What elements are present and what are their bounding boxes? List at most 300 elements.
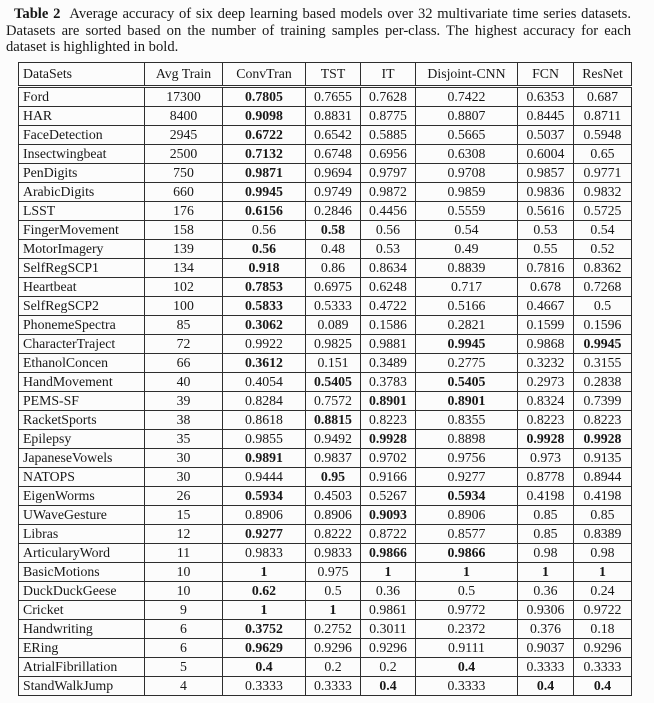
accuracy-cell: 0.5333 (306, 297, 361, 316)
accuracy-cell: 0.3333 (306, 677, 361, 696)
accuracy-cell: 0.9825 (306, 335, 361, 354)
dataset-name-cell: PenDigits (19, 164, 145, 183)
dataset-name-cell: Epilepsy (19, 430, 145, 449)
accuracy-cell: 0.9833 (306, 544, 361, 563)
accuracy-cell: 0.8223 (574, 411, 632, 430)
table-row (19, 487, 632, 506)
accuracy-cell: 0.9098 (223, 107, 306, 126)
accuracy-cell: 0.717 (416, 278, 518, 297)
accuracy-cell: 0.8284 (223, 392, 306, 411)
avg-train-cell: 102 (145, 278, 223, 297)
accuracy-cell: 0.9836 (518, 183, 574, 202)
accuracy-cell: 0.9859 (416, 183, 518, 202)
avg-train-cell: 10 (145, 563, 223, 582)
accuracy-cell: 0.36 (518, 582, 574, 601)
table-row (19, 335, 632, 354)
accuracy-cell: 0.9037 (518, 639, 574, 658)
accuracy-cell: 0.973 (518, 449, 574, 468)
accuracy-cell: 0.8722 (361, 525, 416, 544)
table-row (19, 563, 632, 582)
accuracy-cell: 0.8711 (574, 107, 632, 126)
accuracy-cell: 0.7816 (518, 259, 574, 278)
avg-train-cell: 134 (145, 259, 223, 278)
accuracy-cell: 0.9749 (306, 183, 361, 202)
accuracy-cell: 0.9708 (416, 164, 518, 183)
accuracy-cell: 0.089 (306, 316, 361, 335)
accuracy-cell: 0.9871 (223, 164, 306, 183)
accuracy-cell: 0.53 (518, 221, 574, 240)
accuracy-cell: 0.8901 (416, 392, 518, 411)
accuracy-cell: 0.56 (361, 221, 416, 240)
accuracy-cell: 0.5885 (361, 126, 416, 145)
avg-train-cell: 15 (145, 506, 223, 525)
avg-train-cell: 26 (145, 487, 223, 506)
dataset-name-cell: EthanolConcen (19, 354, 145, 373)
table-row (19, 373, 632, 392)
dataset-name-cell: Libras (19, 525, 145, 544)
accuracy-cell: 0.2 (306, 658, 361, 677)
table-row (19, 202, 632, 221)
accuracy-cell: 0.5405 (306, 373, 361, 392)
accuracy-cell: 0.4 (518, 677, 574, 696)
column-header-fcn: FCN (518, 63, 574, 87)
avg-train-cell: 39 (145, 392, 223, 411)
accuracy-cell: 0.5405 (416, 373, 518, 392)
avg-train-cell: 30 (145, 449, 223, 468)
accuracy-cell: 0.9881 (361, 335, 416, 354)
accuracy-cell: 0.7268 (574, 278, 632, 297)
dataset-name-cell: StandWalkJump (19, 677, 145, 696)
accuracy-cell: 0.2752 (306, 620, 361, 639)
accuracy-cell: 0.98 (518, 544, 574, 563)
dataset-name-cell: BasicMotions (19, 563, 145, 582)
accuracy-cell: 0.58 (306, 221, 361, 240)
accuracy-cell: 0.9872 (361, 183, 416, 202)
table-row (19, 297, 632, 316)
accuracy-cell: 0.9928 (361, 430, 416, 449)
table-row (19, 430, 632, 449)
accuracy-cell: 0.49 (416, 240, 518, 259)
table-row (19, 240, 632, 259)
accuracy-cell: 0.9945 (574, 335, 632, 354)
accuracy-cell: 0.4 (416, 658, 518, 677)
accuracy-cell: 0.8906 (306, 506, 361, 525)
accuracy-cell: 0.8831 (306, 107, 361, 126)
accuracy-cell: 0.9722 (574, 601, 632, 620)
column-header-tst: TST (306, 63, 361, 87)
accuracy-cell: 0.9277 (416, 468, 518, 487)
avg-train-cell: 35 (145, 430, 223, 449)
avg-train-cell: 72 (145, 335, 223, 354)
accuracy-cell: 0.8362 (574, 259, 632, 278)
avg-train-cell: 85 (145, 316, 223, 335)
accuracy-cell: 0.4054 (223, 373, 306, 392)
avg-train-cell: 158 (145, 221, 223, 240)
accuracy-cell: 0.8389 (574, 525, 632, 544)
table-row (19, 87, 632, 107)
table-row (19, 582, 632, 601)
accuracy-cell: 0.4456 (361, 202, 416, 221)
accuracy-cell: 0.54 (574, 221, 632, 240)
accuracy-cell: 0.36 (361, 582, 416, 601)
accuracy-cell: 0.918 (223, 259, 306, 278)
accuracy-cell: 0.9928 (518, 430, 574, 449)
dataset-name-cell: PEMS-SF (19, 392, 145, 411)
accuracy-cell: 0.52 (574, 240, 632, 259)
accuracy-cell: 0.5948 (574, 126, 632, 145)
accuracy-cell: 0.687 (574, 87, 632, 107)
accuracy-cell: 0.9296 (306, 639, 361, 658)
table-row (19, 107, 632, 126)
accuracy-cell: 0.3612 (223, 354, 306, 373)
column-header-disjoint-cnn: Disjoint-CNN (416, 63, 518, 87)
accuracy-cell: 0.5037 (518, 126, 574, 145)
accuracy-cell: 0.9833 (223, 544, 306, 563)
accuracy-cell: 0.9832 (574, 183, 632, 202)
results-table (18, 62, 632, 696)
accuracy-cell: 0.4722 (361, 297, 416, 316)
accuracy-cell: 0.3333 (223, 677, 306, 696)
accuracy-cell: 1 (518, 563, 574, 582)
table-row (19, 316, 632, 335)
avg-train-cell: 4 (145, 677, 223, 696)
accuracy-cell: 0.8355 (416, 411, 518, 430)
accuracy-cell: 0.3232 (518, 354, 574, 373)
accuracy-cell: 0.5934 (416, 487, 518, 506)
avg-train-cell: 11 (145, 544, 223, 563)
accuracy-cell: 0.9861 (361, 601, 416, 620)
accuracy-cell: 0.8324 (518, 392, 574, 411)
accuracy-cell: 0.6156 (223, 202, 306, 221)
accuracy-cell: 0.9797 (361, 164, 416, 183)
accuracy-cell: 0.4 (361, 677, 416, 696)
avg-train-cell: 6 (145, 620, 223, 639)
dataset-name-cell: MotorImagery (19, 240, 145, 259)
accuracy-cell: 0.4198 (518, 487, 574, 506)
table-row (19, 525, 632, 544)
column-header-convtran: ConvTran (223, 63, 306, 87)
accuracy-cell: 0.7422 (416, 87, 518, 107)
accuracy-cell: 0.2775 (416, 354, 518, 373)
dataset-name-cell: ArticularyWord (19, 544, 145, 563)
dataset-name-cell: PhonemeSpectra (19, 316, 145, 335)
accuracy-cell: 0.8222 (306, 525, 361, 544)
accuracy-cell: 0.8634 (361, 259, 416, 278)
dataset-name-cell: DuckDuckGeese (19, 582, 145, 601)
accuracy-cell: 0.2973 (518, 373, 574, 392)
accuracy-cell: 0.1586 (361, 316, 416, 335)
accuracy-cell: 0.85 (518, 506, 574, 525)
accuracy-cell: 0.5934 (223, 487, 306, 506)
table-row (19, 449, 632, 468)
accuracy-cell: 0.5616 (518, 202, 574, 221)
accuracy-cell: 0.5166 (416, 297, 518, 316)
accuracy-cell: 0.9857 (518, 164, 574, 183)
avg-train-cell: 6 (145, 639, 223, 658)
accuracy-cell: 0.9772 (416, 601, 518, 620)
avg-train-cell: 38 (145, 411, 223, 430)
table-row (19, 126, 632, 145)
table-caption (6, 6, 631, 56)
accuracy-cell: 0.9866 (416, 544, 518, 563)
dataset-name-cell: NATOPS (19, 468, 145, 487)
accuracy-cell: 0.8839 (416, 259, 518, 278)
accuracy-cell: 0.54 (416, 221, 518, 240)
avg-train-cell: 66 (145, 354, 223, 373)
dataset-name-cell: EigenWorms (19, 487, 145, 506)
accuracy-cell: 0.9771 (574, 164, 632, 183)
accuracy-cell: 0.8906 (223, 506, 306, 525)
accuracy-cell: 0.65 (574, 145, 632, 164)
dataset-name-cell: RacketSports (19, 411, 145, 430)
avg-train-cell: 176 (145, 202, 223, 221)
avg-train-cell: 2945 (145, 126, 223, 145)
dataset-name-cell: ERing (19, 639, 145, 658)
dataset-name-cell: HAR (19, 107, 145, 126)
accuracy-cell: 0.7572 (306, 392, 361, 411)
table-row (19, 278, 632, 297)
accuracy-cell: 0.8445 (518, 107, 574, 126)
accuracy-cell: 0.8778 (518, 468, 574, 487)
avg-train-cell: 660 (145, 183, 223, 202)
dataset-name-cell: HandMovement (19, 373, 145, 392)
accuracy-cell: 0.5833 (223, 297, 306, 316)
column-header-it: IT (361, 63, 416, 87)
table-row (19, 354, 632, 373)
table-row (19, 544, 632, 563)
accuracy-cell: 0.3783 (361, 373, 416, 392)
table-row (19, 259, 632, 278)
accuracy-cell: 0.9922 (223, 335, 306, 354)
table-row (19, 639, 632, 658)
dataset-name-cell: Cricket (19, 601, 145, 620)
dataset-name-cell: Insectwingbeat (19, 145, 145, 164)
header-row (19, 63, 632, 87)
avg-train-cell: 100 (145, 297, 223, 316)
accuracy-cell: 0.9694 (306, 164, 361, 183)
column-header-resnet: ResNet (574, 63, 632, 87)
table-row (19, 468, 632, 487)
table-row (19, 601, 632, 620)
dataset-name-cell: SelfRegSCP2 (19, 297, 145, 316)
avg-train-cell: 30 (145, 468, 223, 487)
table-row (19, 183, 632, 202)
dataset-name-cell: Heartbeat (19, 278, 145, 297)
accuracy-cell: 0.56 (223, 240, 306, 259)
accuracy-cell: 0.6353 (518, 87, 574, 107)
accuracy-cell: 0.5665 (416, 126, 518, 145)
accuracy-cell: 0.98 (574, 544, 632, 563)
avg-train-cell: 139 (145, 240, 223, 259)
accuracy-cell: 0.85 (518, 525, 574, 544)
accuracy-cell: 0.9928 (574, 430, 632, 449)
accuracy-cell: 0.3155 (574, 354, 632, 373)
accuracy-cell: 0.9166 (361, 468, 416, 487)
accuracy-cell: 0.6956 (361, 145, 416, 164)
accuracy-cell: 0.9891 (223, 449, 306, 468)
accuracy-cell: 1 (223, 563, 306, 582)
accuracy-cell: 0.678 (518, 278, 574, 297)
accuracy-cell: 0.5267 (361, 487, 416, 506)
accuracy-cell: 0.5725 (574, 202, 632, 221)
accuracy-cell: 0.6722 (223, 126, 306, 145)
dataset-name-cell: AtrialFibrillation (19, 658, 145, 677)
accuracy-cell: 0.3333 (416, 677, 518, 696)
accuracy-cell: 0.1599 (518, 316, 574, 335)
accuracy-cell: 0.9945 (416, 335, 518, 354)
accuracy-cell: 0.9756 (416, 449, 518, 468)
accuracy-cell: 0.9296 (574, 639, 632, 658)
accuracy-cell: 0.6748 (306, 145, 361, 164)
table-row (19, 620, 632, 639)
avg-train-cell: 750 (145, 164, 223, 183)
table-row (19, 221, 632, 240)
accuracy-cell: 0.8898 (416, 430, 518, 449)
accuracy-cell: 0.8775 (361, 107, 416, 126)
accuracy-cell: 0.4 (574, 677, 632, 696)
accuracy-cell: 0.6542 (306, 126, 361, 145)
accuracy-cell: 1 (416, 563, 518, 582)
dataset-name-cell: FingerMovement (19, 221, 145, 240)
avg-train-cell: 9 (145, 601, 223, 620)
accuracy-cell: 0.3011 (361, 620, 416, 639)
avg-train-cell: 2500 (145, 145, 223, 164)
accuracy-cell: 0.151 (306, 354, 361, 373)
accuracy-cell: 0.9868 (518, 335, 574, 354)
dataset-name-cell: CharacterTraject (19, 335, 145, 354)
table-body (19, 87, 632, 696)
accuracy-cell: 0.5 (416, 582, 518, 601)
accuracy-cell: 0.9837 (306, 449, 361, 468)
accuracy-cell: 0.85 (574, 506, 632, 525)
accuracy-cell: 0.8223 (361, 411, 416, 430)
accuracy-cell: 0.8906 (416, 506, 518, 525)
accuracy-cell: 0.9111 (416, 639, 518, 658)
accuracy-cell: 0.4 (223, 658, 306, 677)
accuracy-cell: 0.9444 (223, 468, 306, 487)
accuracy-cell: 0.48 (306, 240, 361, 259)
accuracy-cell: 1 (361, 563, 416, 582)
avg-train-cell: 40 (145, 373, 223, 392)
avg-train-cell: 17300 (145, 87, 223, 107)
accuracy-cell: 0.8577 (416, 525, 518, 544)
dataset-name-cell: Ford (19, 87, 145, 107)
accuracy-cell: 0.3752 (223, 620, 306, 639)
accuracy-cell: 0.8944 (574, 468, 632, 487)
accuracy-cell: 0.18 (574, 620, 632, 639)
accuracy-cell: 0.3333 (518, 658, 574, 677)
accuracy-cell: 0.6975 (306, 278, 361, 297)
accuracy-cell: 0.9277 (223, 525, 306, 544)
table-caption-text: Average accuracy of six deep learning based models over 32 multivariate time series datasets. Datasets are sorted based on the number of training samples per-class. The highest accuracy for each dataset is highlighted in bold. (6, 6, 631, 56)
column-header-avg-train: Avg Train (145, 63, 223, 87)
table-row (19, 677, 632, 696)
table-row (19, 658, 632, 677)
accuracy-cell: 0.62 (223, 582, 306, 601)
accuracy-cell: 1 (306, 601, 361, 620)
table-row (19, 392, 632, 411)
dataset-name-cell: UWaveGesture (19, 506, 145, 525)
accuracy-cell: 0.8901 (361, 392, 416, 411)
dataset-name-cell: ArabicDigits (19, 183, 145, 202)
accuracy-cell: 0.8807 (416, 107, 518, 126)
accuracy-cell: 0.6004 (518, 145, 574, 164)
accuracy-cell: 0.7655 (306, 87, 361, 107)
accuracy-cell: 0.6248 (361, 278, 416, 297)
accuracy-cell: 0.2846 (306, 202, 361, 221)
accuracy-cell: 1 (574, 563, 632, 582)
accuracy-cell: 0.56 (223, 221, 306, 240)
accuracy-cell: 0.55 (518, 240, 574, 259)
column-header-datasets: DataSets (19, 63, 145, 87)
table-row (19, 164, 632, 183)
accuracy-cell: 0.9702 (361, 449, 416, 468)
avg-train-cell: 10 (145, 582, 223, 601)
accuracy-cell: 0.2372 (416, 620, 518, 639)
accuracy-cell: 0.2821 (416, 316, 518, 335)
accuracy-cell: 0.9629 (223, 639, 306, 658)
accuracy-cell: 0.4198 (574, 487, 632, 506)
accuracy-cell: 0.2838 (574, 373, 632, 392)
accuracy-cell: 0.3489 (361, 354, 416, 373)
accuracy-cell: 0.9492 (306, 430, 361, 449)
dataset-name-cell: LSST (19, 202, 145, 221)
accuracy-cell: 0.5 (574, 297, 632, 316)
accuracy-cell: 0.9945 (223, 183, 306, 202)
accuracy-cell: 0.3333 (574, 658, 632, 677)
accuracy-cell: 0.8223 (518, 411, 574, 430)
accuracy-cell: 0.4667 (518, 297, 574, 316)
table-row (19, 506, 632, 525)
dataset-name-cell: JapaneseVowels (19, 449, 145, 468)
dataset-name-cell: SelfRegSCP1 (19, 259, 145, 278)
accuracy-cell: 0.9093 (361, 506, 416, 525)
accuracy-cell: 0.4503 (306, 487, 361, 506)
accuracy-cell: 0.1596 (574, 316, 632, 335)
accuracy-cell: 0.9296 (361, 639, 416, 658)
accuracy-cell: 0.9306 (518, 601, 574, 620)
accuracy-cell: 0.53 (361, 240, 416, 259)
accuracy-cell: 0.7805 (223, 87, 306, 107)
accuracy-cell: 0.95 (306, 468, 361, 487)
table-row (19, 145, 632, 164)
accuracy-cell: 0.7853 (223, 278, 306, 297)
dataset-name-cell: Handwriting (19, 620, 145, 639)
accuracy-cell: 0.2 (361, 658, 416, 677)
avg-train-cell: 5 (145, 658, 223, 677)
accuracy-cell: 0.5559 (416, 202, 518, 221)
accuracy-cell: 1 (223, 601, 306, 620)
dataset-name-cell: FaceDetection (19, 126, 145, 145)
table-caption-label: Table 2 (14, 6, 61, 22)
accuracy-cell: 0.9135 (574, 449, 632, 468)
accuracy-cell: 0.975 (306, 563, 361, 582)
avg-train-cell: 8400 (145, 107, 223, 126)
table-row (19, 411, 632, 430)
accuracy-cell: 0.5 (306, 582, 361, 601)
accuracy-cell: 0.8618 (223, 411, 306, 430)
avg-train-cell: 12 (145, 525, 223, 544)
accuracy-cell: 0.8815 (306, 411, 361, 430)
accuracy-cell: 0.9866 (361, 544, 416, 563)
accuracy-cell: 0.7132 (223, 145, 306, 164)
accuracy-cell: 0.86 (306, 259, 361, 278)
accuracy-cell: 0.3062 (223, 316, 306, 335)
accuracy-cell: 0.6308 (416, 145, 518, 164)
accuracy-cell: 0.24 (574, 582, 632, 601)
accuracy-cell: 0.9855 (223, 430, 306, 449)
accuracy-cell: 0.376 (518, 620, 574, 639)
